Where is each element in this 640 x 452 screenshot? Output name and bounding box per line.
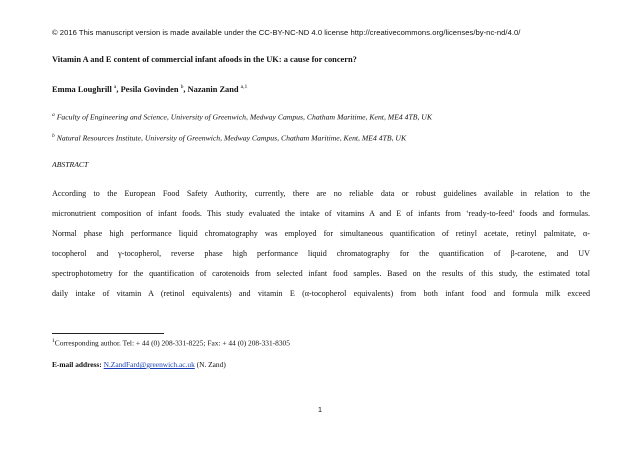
affiliation-text: Faculty of Engineering and Science, University of Greenwich, Medway Campus, Chatham Maritime, Kent, ME4 4TB, UK (56, 112, 432, 122)
affiliation-a (52, 112, 432, 122)
page-number: 1 (317, 405, 323, 414)
author-separator: , (116, 84, 121, 94)
author-name: Pesila Govinden (120, 84, 179, 94)
corresponding-author-footnote (52, 338, 290, 347)
email-link[interactable]: N.ZandFard@greenwich.ac.uk (103, 360, 195, 369)
paper-title: Vitamin A and E content of commercial infant afoods in the UK: a cause for concern? (52, 55, 357, 64)
abstract-line: tocopherol and γ-tocopherol, reverse phase high performance liquid chromatography for the quantification of β-carotene, and UV (52, 249, 590, 259)
abstract-line: micronutrient composition of infant foods. This study evaluated the intake of vitamins A and E of infants from ‘ready-to-feed’ foods and formulas. (52, 209, 590, 219)
author-affiliation-marker: b (180, 84, 184, 90)
author-affiliation-marker: a (113, 84, 117, 90)
footnote-divider (52, 333, 164, 334)
abstract-line: spectrophotometry for the quantification of carotenoids from selected infant food samples. Based on the results of this study, the estimated total (52, 269, 590, 279)
author-affiliation-marker: a,1 (240, 84, 248, 90)
abstract-body (52, 184, 590, 305)
author-list (52, 84, 247, 94)
affiliation-text: Natural Resources Institute, University of Greenwich, Medway Campus, Chatham Maritime, Kent, ME4 4TB, UK (56, 133, 407, 143)
footnote-text: Corresponding author. Tel: + 44 (0) 208-331-8225; Fax: + 44 (0) 208-331-8305 (54, 338, 290, 348)
author-name: Nazanin Zand (187, 84, 239, 94)
email-suffix: (N. Zand) (196, 360, 226, 369)
footnote-marker: 1 (52, 338, 55, 344)
email-line (52, 360, 226, 369)
author-separator: , (183, 84, 188, 94)
affiliation-b (52, 133, 406, 143)
license-notice: © 2016 This manuscript version is made available under the CC-BY-NC-ND 4.0 license http://creativecommons.org/licenses/by-nc-nd/4.0/ (52, 28, 521, 37)
author-name: Emma Loughrill (52, 84, 112, 94)
abstract-heading: ABSTRACT (52, 160, 89, 169)
affiliation-marker: b (52, 133, 55, 139)
abstract-line: daily intake of vitamin A (retinol equivalents) and vitamin E (α-tocopherol equivalents) from both infant food and formula milk exceed (52, 289, 590, 299)
abstract-line: According to the European Food Safety Authority, currently, there are no reliable data or robust guidelines available in relation to the (52, 189, 590, 198)
email-label: E-mail address: (52, 360, 102, 369)
abstract-line: Normal phase high performance liquid chromatography was employed for simultaneous quantification of retinyl acetate, retinyl palmitate, α- (52, 229, 590, 239)
affiliation-marker: a (52, 112, 55, 118)
